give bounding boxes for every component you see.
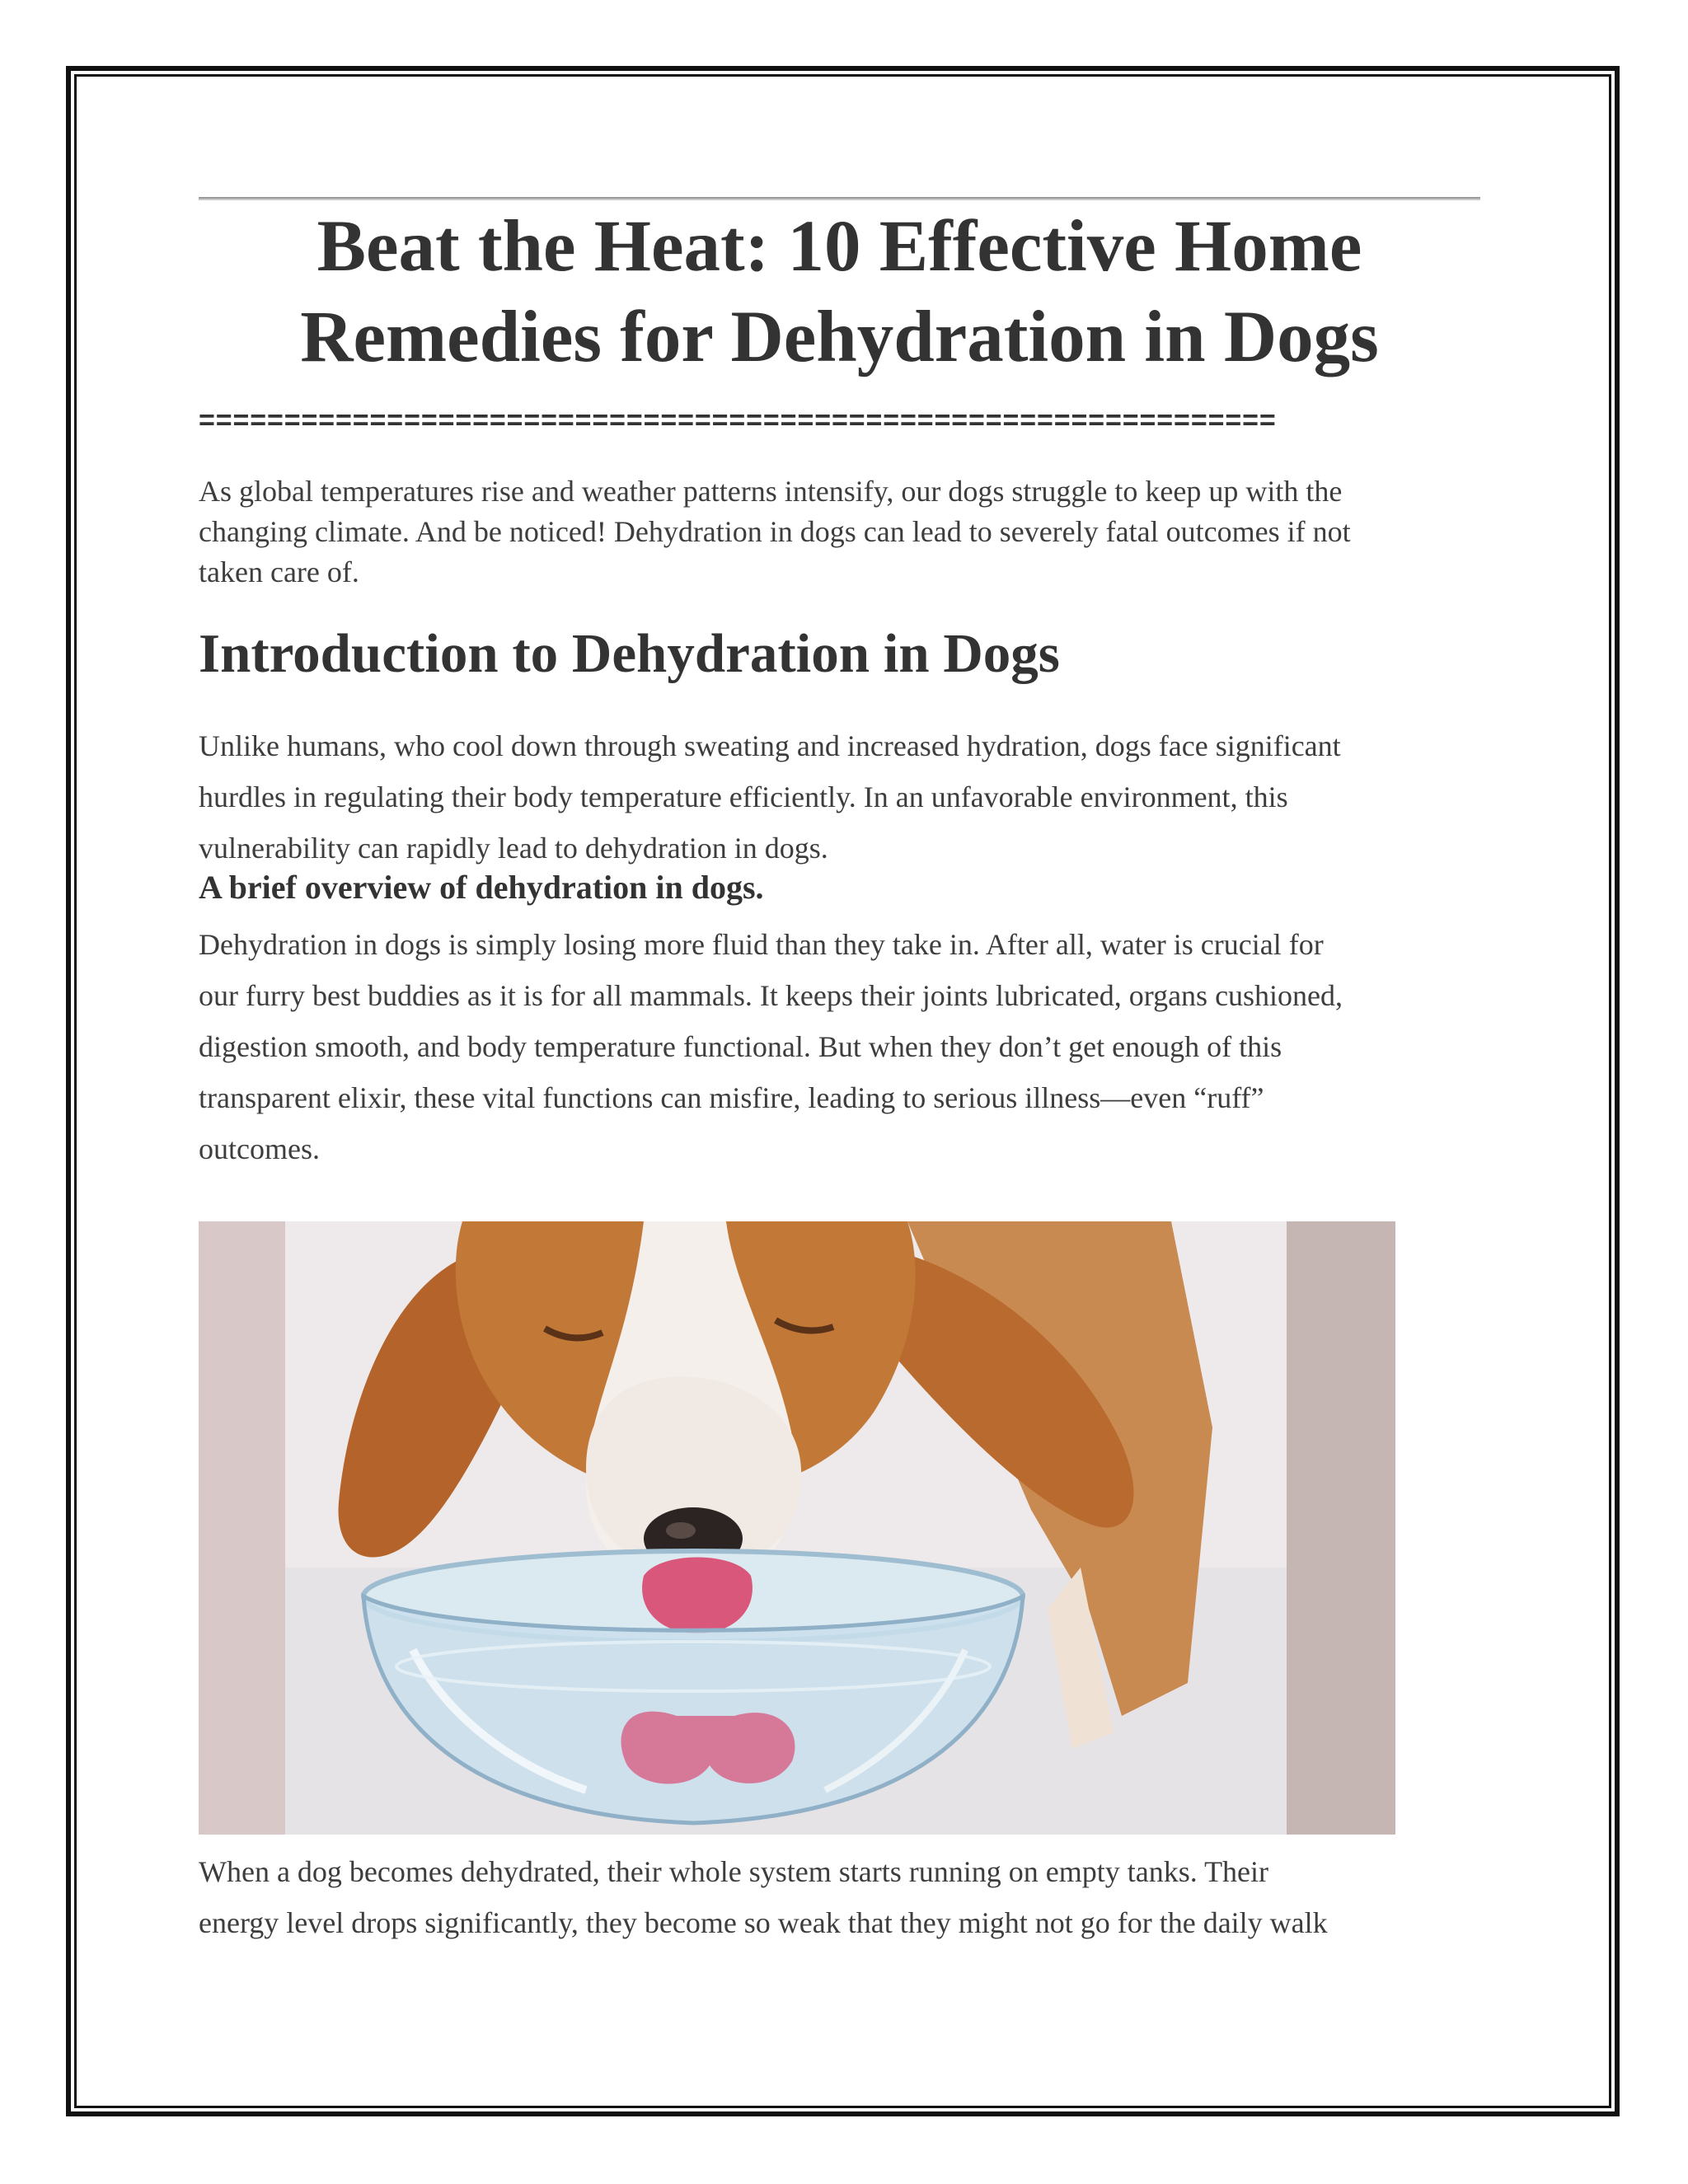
section-line: vulnerability can rapidly lead to dehydration in dogs. bbox=[199, 832, 828, 865]
equals-separator: =============================================================== bbox=[199, 405, 1277, 436]
subheading: A brief overview of dehydration in dogs. bbox=[199, 869, 764, 906]
final-line: energy level drops significantly, they become so weak that they might not go for the daily walk bbox=[199, 1906, 1328, 1939]
overview-line: Dehydration in dogs is simply losing more fluid than they take in. After all, water is crucial for bbox=[199, 928, 1324, 961]
overview-line: transparent elixir, these vital functions can misfire, leading to serious illness—even “ruff” bbox=[199, 1081, 1264, 1114]
top-horizontal-rule bbox=[199, 197, 1480, 200]
dog-drinking-photo bbox=[199, 1221, 1395, 1835]
title-line-1: Beat the Heat: 10 Effective Home bbox=[316, 206, 1362, 287]
final-paragraph bbox=[199, 1846, 1493, 1948]
section-heading: Introduction to Dehydration in Dogs bbox=[199, 623, 1060, 684]
intro-paragraph bbox=[199, 471, 1493, 593]
overview-line: outcomes. bbox=[199, 1132, 320, 1165]
section-line: hurdles in regulating their body temperature efficiently. In an unfavorable environment, this bbox=[199, 780, 1288, 813]
dog-drinking-illustration bbox=[199, 1221, 1395, 1835]
article-title bbox=[199, 201, 1480, 382]
final-line: When a dog becomes dehydrated, their whole system starts running on empty tanks. Their bbox=[199, 1855, 1269, 1888]
section-line: Unlike humans, who cool down through sweating and increased hydration, dogs face significant bbox=[199, 729, 1341, 762]
overview-paragraph bbox=[199, 919, 1493, 1174]
intro-line: taken care of. bbox=[199, 555, 359, 588]
section-paragraph bbox=[199, 720, 1493, 874]
intro-line: changing climate. And be noticed! Dehydration in dogs can lead to severely fatal outcomes if not bbox=[199, 515, 1351, 548]
title-line-2: Remedies for Dehydration in Dogs bbox=[300, 297, 1379, 377]
overview-line: our furry best buddies as it is for all mammals. It keeps their joints lubricated, organs cushioned, bbox=[199, 979, 1343, 1012]
overview-line: digestion smooth, and body temperature functional. But when they don’t get enough of this bbox=[199, 1030, 1282, 1063]
intro-line: As global temperatures rise and weather patterns intensify, our dogs struggle to keep up with the bbox=[199, 475, 1343, 508]
